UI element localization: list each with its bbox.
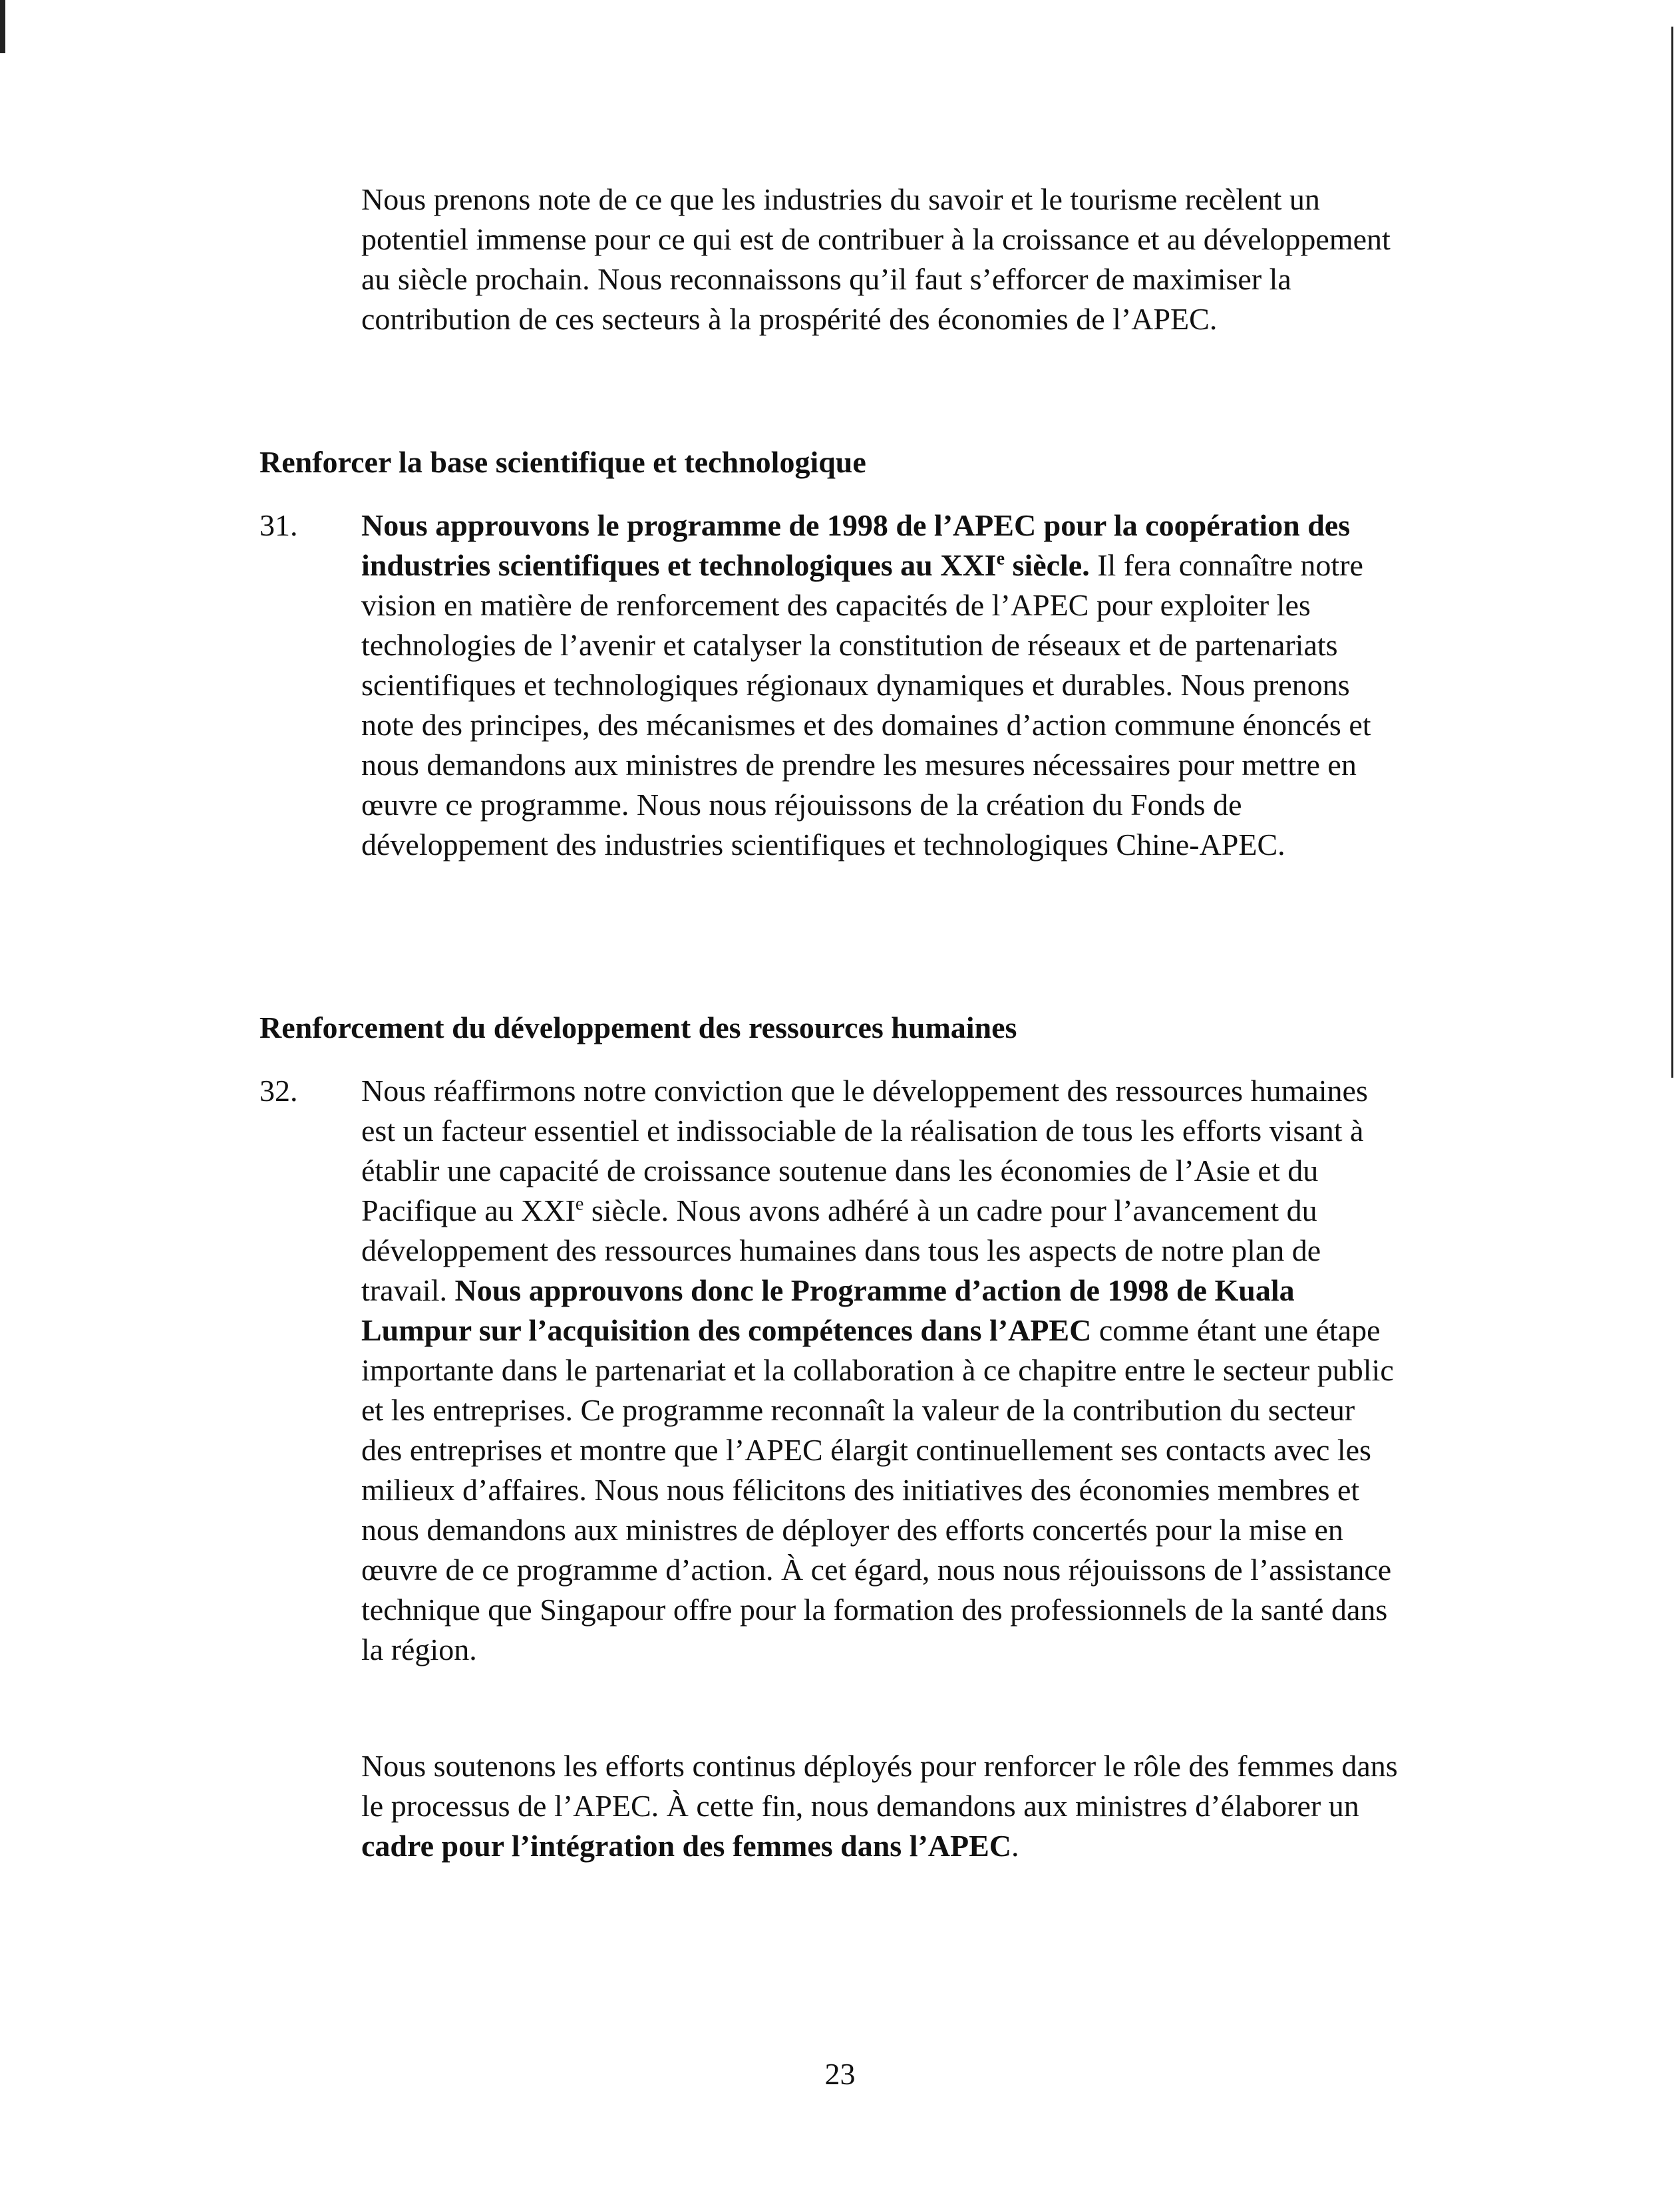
paragraph-number-31: 31. [259,508,298,542]
page-number: 23 [824,2057,856,2091]
paragraph-intro-text: Nous prenons note de ce que les industries du savoir et le tourisme recèlent un potentiel immense pour ce qui est de contribuer à la croissance et au développement au siècle prochain. Nous reconnaissons qu’il faut s’efforcer de maximiser la contribution de ces secteurs à la prospérité des économies de l’APEC. [361,182,1391,336]
paragraph-32-text [361,1071,1399,1670]
paragraph-31-body: Il fera connaître notre vision en matière de renforcement des capacités de l’APEC pour exploiter les technologies de l’avenir et catalyser la constitution de réseaux et de partenariats scientifiques et technologiques régionaux dynamiques et durables. Nous prenons note des principes, des mécanismes et des domaines d’action commune énoncés et nous demandons aux ministres de prendre les mesures nécessaires pour mettre en œuvre ce programme. Nous nous réjouissons de la création du Fonds de développement des industries scientifiques et technologiques Chine-APEC. [361,548,1371,862]
paragraph-women-bold: cadre pour l’intégration des femmes dans l’APEC [361,1829,1012,1863]
paragraph-women-text [361,1746,1399,1866]
paragraph-32-bold: Nous approuvons donc le Programme d’action de 1998 de Kuala Lumpur sur l’acquisition des compétences dans l’APEC [361,1273,1295,1347]
section-heading-human-resources: Renforcement du développement des ressources humaines [259,1011,1017,1044]
scan-edge-line [1671,27,1673,1078]
paragraph-31-text [361,506,1399,865]
paragraph-31-bold-part1: Nous approuvons le programme de 1998 de l’APEC pour la coopération des industries scientifiques et technologiques au XXI [361,508,1351,582]
paragraph-32-part1: Nous réaffirmons notre conviction que le développement des ressources humaines est un facteur essentiel et indissociable de la réalisation de tous les efforts visant à établir une capacité de croissance soutenue dans les économies de l’Asie et du Pacifique au XXI [361,1074,1368,1227]
paragraph-32 [361,1071,1399,1670]
paragraph-intro [361,180,1399,339]
paragraph-31-bold-part2: siècle. [1005,548,1090,582]
section-heading-science: Renforcer la base scientifique et technologique [259,445,866,479]
paragraph-number-32: 32. [259,1074,298,1108]
paragraph-women-part1: Nous soutenons les efforts continus déployés pour renforcer le rôle des femmes dans le processus de l’APEC. À cette fin, nous demandons aux ministres d’élaborer un [361,1749,1398,1823]
paragraph-32-part2: siècle. Nous avons adhéré à un cadre pour l’avancement du développement des ressources humaines dans tous les aspects de notre plan de travail. [361,1193,1321,1307]
paragraph-31-superscript: e [996,548,1005,569]
paragraph-32-part3: comme étant une étape importante dans le partenariat et la collaboration à ce chapitre entre le secteur public et les entreprises. Ce programme reconnaît la valeur de la contribution du secteur des entreprises et montre que l’APEC élargit continuellement ses contacts avec les milieux d’affaires. Nous nous félicitons des initiatives des économies membres et nous demandons aux ministres de déployer des efforts concertés pour la mise en œuvre de ce programme d’action. À cet égard, nous nous réjouissons de l’assistance technique que Singapour offre pour la formation des professionnels de la santé dans la région. [361,1313,1394,1666]
paragraph-31 [361,506,1399,865]
paragraph-women [361,1746,1399,1866]
scan-artifact [0,0,5,53]
paragraph-32-superscript: e [575,1193,584,1215]
paragraph-women-part2: . [1011,1829,1019,1863]
